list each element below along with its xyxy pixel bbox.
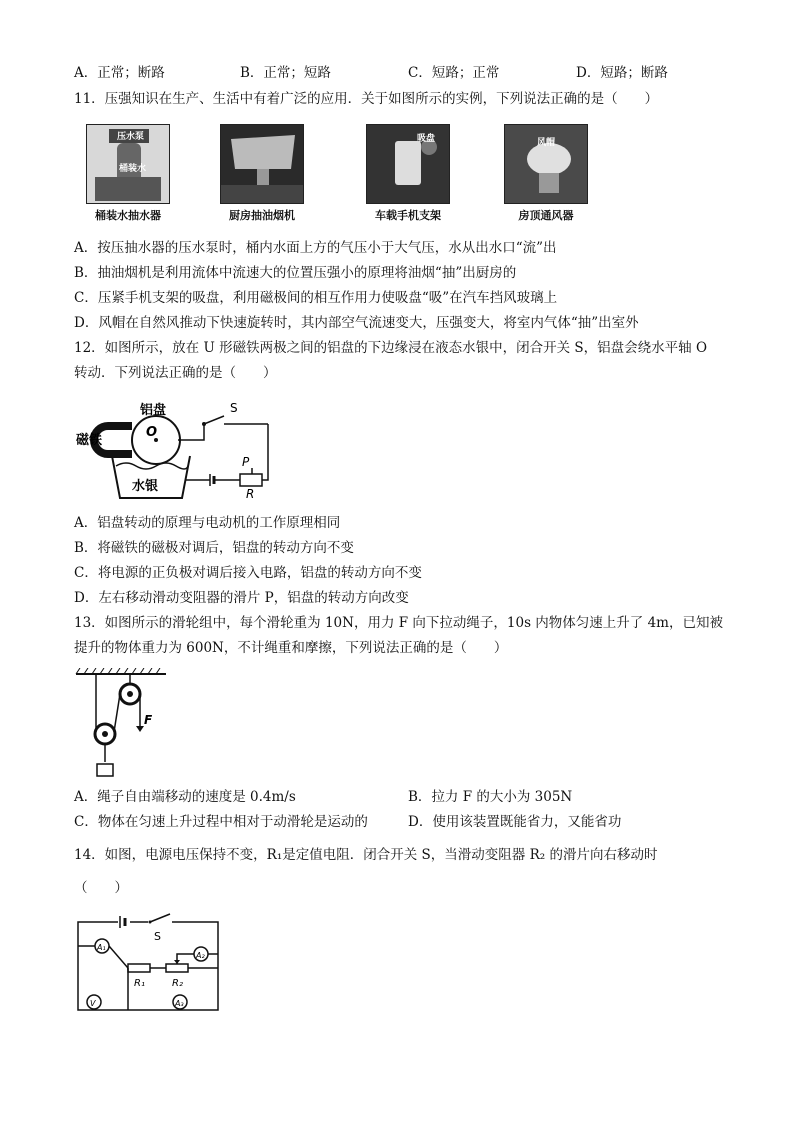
label-suction-cup: 吸盘	[417, 134, 436, 144]
q14-circuit-figure	[74, 910, 224, 1014]
rheostat-r2	[166, 964, 188, 972]
water-pump-image	[87, 125, 169, 203]
label-wind-cap: 风帽	[537, 138, 556, 148]
caption-roof-ventilator: 房顶通风器	[518, 209, 574, 222]
ammeter-a2-label: A₂	[196, 951, 205, 960]
caption-phone-holder: 车载手机支架	[375, 209, 441, 222]
axis-o-label: O	[146, 425, 158, 440]
q12-stem-line1: 12．如图所示，放在 U 形磁铁两极之间的铝盘的下边缘浸在液态水银中，闭合开关 S，铝盘会绕水平轴 O	[74, 340, 708, 356]
q13-stem-line2: 提升的物体重力为 600N，不计绳重和摩擦，下列说法正确的是（ ）	[74, 640, 508, 656]
mercury-label: 水银	[132, 479, 159, 494]
label-bucket: 桶装水	[119, 164, 147, 174]
q12-option-d: D．左右移动滑动变阻器的滑片 P，铝盘的转动方向改变	[74, 590, 409, 606]
disk-label: 铝盘	[140, 403, 167, 418]
rheostat-r-label: R	[246, 487, 255, 501]
q12-option-a: A．铝盘转动的原理与电动机的工作原理相同	[74, 515, 341, 531]
q11-option-b: B．抽油烟机是利用流体中流速大的位置压强小的原理将油烟“抽”出厨房的	[74, 265, 517, 281]
q10-option-a: A．正常；断路	[74, 65, 165, 81]
q12-figure	[74, 394, 284, 506]
caption-range-hood: 厨房抽油烟机	[229, 209, 295, 222]
q13-option-d: D．使用该装置既能省力，又能省功	[408, 814, 622, 830]
q11-photo-range-hood	[220, 124, 304, 223]
r1-label: R₁	[134, 978, 145, 989]
q11-option-a: A．按压抽水器的压水泵时，桶内水面上方的气压小于大气压，水从出水口“流”出	[74, 240, 557, 256]
q13-option-c: C．物体在匀速上升过程中相对于动滑轮是运动的	[74, 814, 368, 830]
q11-stem: 11．压强知识在生产、生活中有着广泛的应用．关于如图所示的实例，下列说法正确的是（ ）	[74, 91, 659, 107]
q13-pulley-figure	[74, 668, 174, 784]
q11-option-d: D．风帽在自然风推动下快速旋转时，其内部空气流速变大，压强变大，将室内气体“抽”出室外	[74, 315, 639, 331]
q10-option-c: C．短路；正常	[408, 65, 500, 81]
ammeter-a3-label: A₃	[175, 999, 184, 1008]
q12-option-c: C．将电源的正负极对调后接入电路，铝盘的转动方向不变	[74, 565, 422, 581]
roof-ventilator-image	[505, 125, 587, 203]
q11-photo-roof-ventilator	[504, 124, 588, 223]
magnet-label: 磁铁	[76, 433, 103, 448]
switch-s-label: S	[230, 401, 238, 415]
q11-photo-water-pump	[86, 124, 170, 223]
ammeter-a1-label: A₁	[97, 943, 106, 952]
caption-water-pump: 桶装水抽水器	[95, 209, 161, 222]
q12-stem-line2: 转动．下列说法正确的是（ ）	[74, 365, 277, 381]
q12-option-b: B．将磁铁的磁极对调后，铝盘的转动方向不变	[74, 540, 354, 556]
q13-option-a: A．绳子自由端移动的速度是 0.4m/s	[74, 789, 296, 805]
q14-stem-line2: （ ）	[74, 880, 128, 896]
voltmeter-v-label: V	[90, 999, 96, 1008]
q13-option-b: B．拉力 F 的大小为 305N	[408, 789, 573, 805]
switch-s-label: S	[154, 930, 161, 943]
r2-label: R₂	[172, 978, 183, 989]
q11-option-c: C．压紧手机支架的吸盘，利用磁极间的相互作用力使吸盘“吸”在汽车挡风玻璃上	[74, 290, 558, 306]
label-pump: 压水泵	[117, 132, 145, 142]
q13-stem-line1: 13．如图所示的滑轮组中，每个滑轮重为 10N，用力 F 向下拉动绳子，10s 内物体匀速上升了 4m，已知被	[74, 615, 723, 631]
q11-photo-phone-holder	[366, 124, 450, 223]
range-hood-image	[221, 125, 303, 203]
force-f-label: F	[144, 713, 153, 727]
q10-option-d: D．短路；断路	[576, 65, 668, 81]
q14-stem-line1: 14．如图，电源电压保持不变，R₁是定值电阻．闭合开关 S，当滑动变阻器 R₂ 的滑片向右移动时	[74, 847, 658, 863]
rheostat-r	[240, 474, 262, 486]
load-block	[97, 764, 113, 776]
q10-option-b: B．正常；短路	[240, 65, 331, 81]
resistor-r1	[128, 964, 150, 972]
slider-p-label: P	[242, 455, 250, 469]
phone-holder-image	[367, 125, 449, 203]
